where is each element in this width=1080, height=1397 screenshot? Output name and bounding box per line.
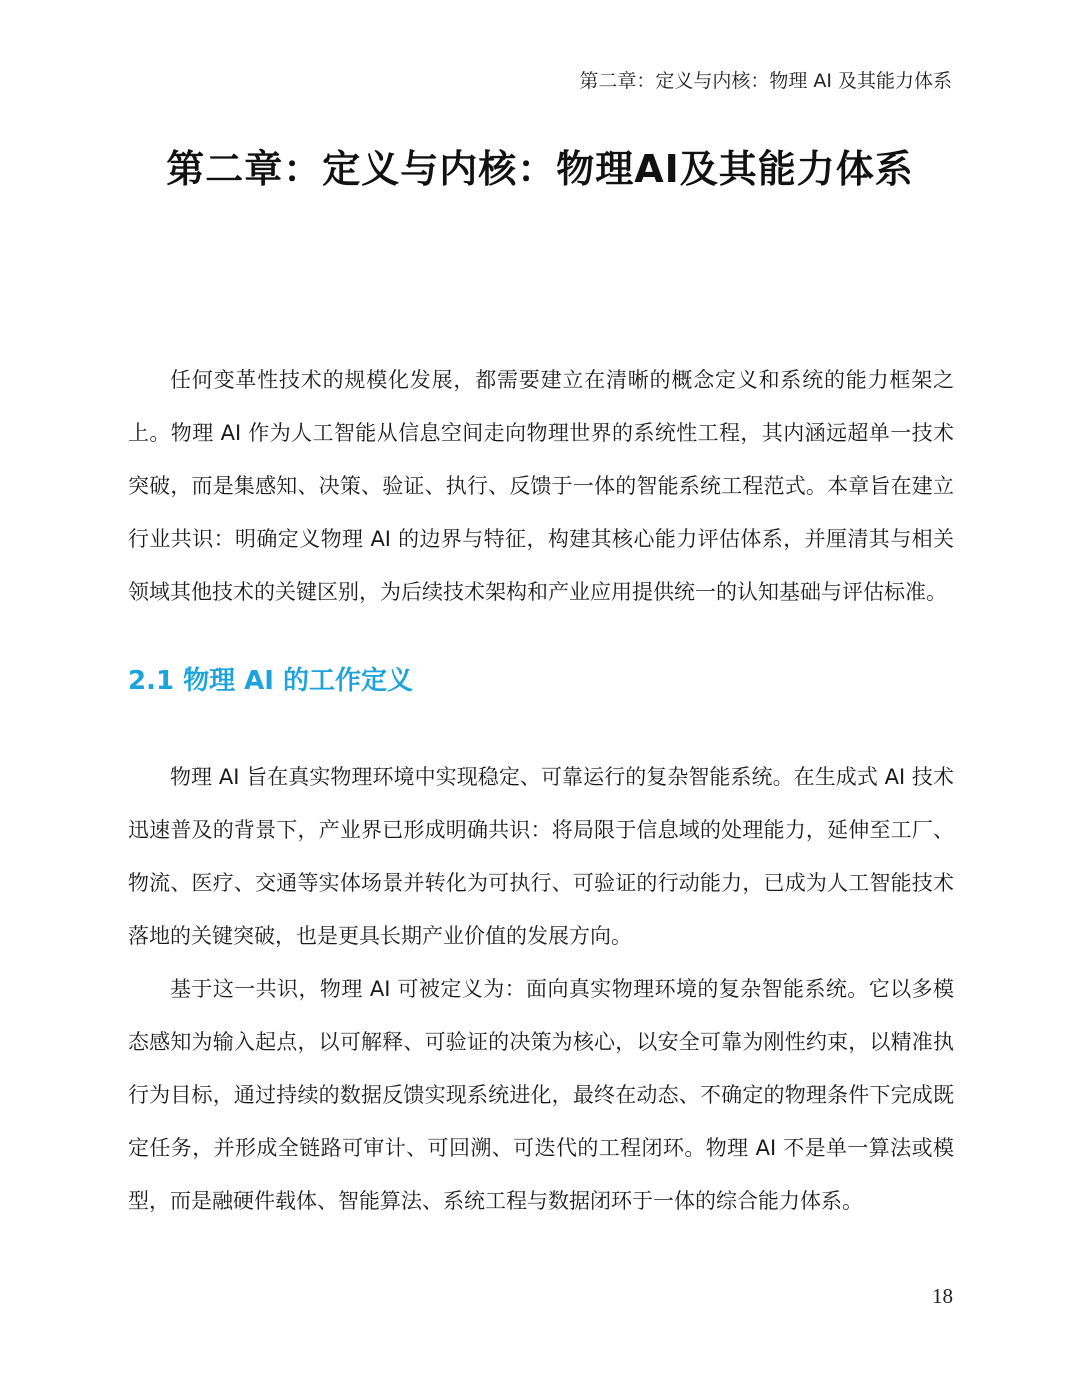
page-number: 18 bbox=[932, 1284, 953, 1308]
running-header: 第二章：定义与内核：物理 AI 及其能力体系 bbox=[579, 70, 952, 92]
chapter-title: 第二章：定义与内核：物理AI及其能力体系 bbox=[166, 147, 914, 191]
definition-paragraph-1: 物理 AI 旨在真实物理环境中实现稳定、可靠运行的复杂智能系统。在生成式 AI 技术迅速普及的背景下，产业界已形成明确共识：将局限于信息域的处理能力，延伸至工厂、物流、医疗、交通等实体场景并转化为可执行、可验证的行动能力，已成为人工智能技术落地的关键突破，也是更具长期产业价值的发展方向。 bbox=[128, 765, 954, 948]
definition-paragraph-2: 基于这一共识，物理 AI 可被定义为：面向真实物理环境的复杂智能系统。它以多模态感知为输入起点，以可解释、可验证的决策为核心，以安全可靠为刚性约束，以精准执行为目标，通过持续的数据反馈实现系统进化，最终在动态、不确定的物理条件下完成既定任务，并形成全链路可审计、可回溯、可迭代的工程闭环。物理 AI 不是单一算法或模型，而是融硬件载体、智能算法、系统工程与数据闭环于一体的综合能力体系。 bbox=[128, 977, 955, 1213]
section-heading: 2.1 物理 AI 的工作定义 bbox=[128, 666, 414, 696]
intro-paragraph: 任何变革性技术的规模化发展，都需要建立在清晰的概念定义和系统的能力框架之上。物理 AI 作为人工智能从信息空间走向物理世界的系统性工程，其内涵远超单一技术突破，而是集感知、决策、验证、执行、反馈于一体的智能系统工程范式。本章旨在建立行业共识：明确定义物理 AI 的边界与特征，构建其核心能力评估体系，并厘清其与相关领域其他技术的关键区别，为后续技术架构和产业应用提供统一的认知基础与评估标准。 bbox=[128, 368, 954, 604]
